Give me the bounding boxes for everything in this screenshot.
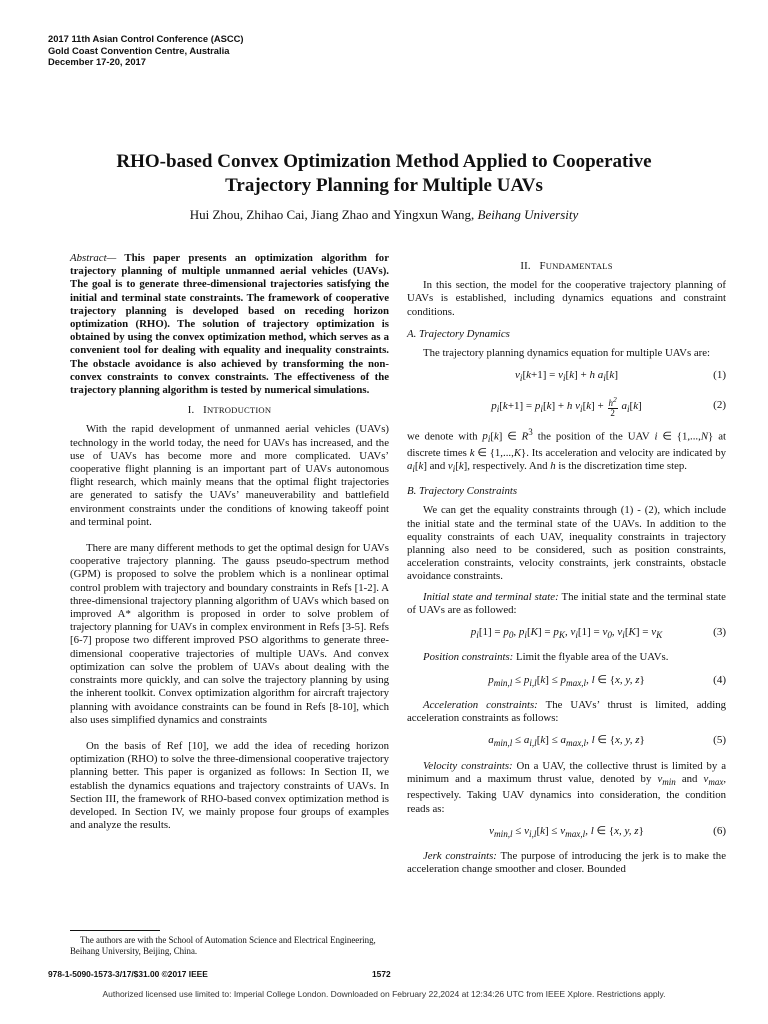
- equation-5: $a_{min,l} \le a_{i,l}[k] \le a_{max,l}$, l ∈ {x, y, z} (5): [488, 734, 726, 749]
- paper-authors: [40, 207, 728, 223]
- title-line-2: Trajectory Planning for Multiple UAVs: [225, 175, 543, 196]
- right-column: [407, 252, 726, 877]
- equation-3-number: (3): [713, 625, 726, 638]
- page-number: 1572: [372, 969, 391, 979]
- abstract-lead: Abstract—: [70, 252, 117, 264]
- equation-4-number: (4): [713, 673, 726, 686]
- position-paragraph: Position constraints: Limit the flyable area of the UAVs.: [423, 651, 669, 664]
- abstract-text: This paper presents an optimization algorithm for trajectory planning of multiple unmanned aerial vehicles (UAVs). The goal is to generate three-dimensional trajectories satisfying the initial and terminal state constraints. The framework of cooperative trajectory planning is developed based on receding horizon optimization (RHO). The solution of trajectory optimization is obtained by using the convex optimization method, which serves as a convenient tool for dealing with equality and inequality constraints. The obstacle avoidance is also achieved by transforming the non-convex constraints to convex constraints. The effectiveness of the trajectory planning algorithm is tested by numerical simulations.: [70, 252, 389, 397]
- conference-header: [48, 33, 244, 68]
- equation-5-number: (5): [713, 734, 726, 747]
- footer-copyright-id: 978-1-5090-1573-3/17/$31.00 ©2017 IEEE: [48, 969, 208, 979]
- conference-dates: December 17-20, 2017: [48, 56, 146, 68]
- intro-paragraph-3: On the basis of Ref [10], we add the idea of receding horizon optimization (RHO) to solve the three-dimensional cooperative trajectory planning better. This paper is organized as follows: In Section II, we establish the dynamics equations and trajectory constraints of UAVs. In Section III, the framework of RHO-based convex optimization method is developed. In Section IV, we mainly propose four groups of examples and analyze the results.: [70, 739, 389, 832]
- footnote-rule: [70, 930, 160, 931]
- title-line-1: RHO-based Convex Optimization Method Applied to Cooperative: [116, 151, 652, 172]
- equation-1-number: (1): [713, 369, 726, 382]
- section-heading-introduction: I. INTRODUCTION: [187, 404, 272, 417]
- author-names: Hui Zhou, Zhihao Cai, Jiang Zhao and Yingxun Wang,: [189, 207, 475, 222]
- equation-2-number: (2): [713, 398, 726, 411]
- velocity-paragraph: Velocity constraints: On a UAV, the collective thrust is limited by a minimum and a maximum thrust value, denoted by $v_{min}$ and $v_{max}$, respectively. Taking UAV dynamics into consideration, the condition reads as:: [407, 759, 727, 815]
- license-notice: Authorized licensed use limited to: Imperial College London. Downloaded on February 22,2024 at 12:34:26 UTC from IEEE Xplore. Restrictions apply.: [102, 989, 666, 999]
- intro-paragraph-2: There are many different methods to get the optimal design for UAVs cooperative trajectory planning. The gauss pseudo-spectrum method (GPM) is proposed to solve the problem which is a nonlinear optimal control problem with trajectory and boundary constraints in Refs [1-2]. A three-dimensional trajectory planning algorithm of UAVs which based on improved A* algorithm is proposed in order to solve problem of trajectory planning for UAVs in complex environment in Refs [3-5]. Refs [6-7] propose two different improved PSO algorithms to generate three-dimensional cooperative trajectories of multiple UAVs. And convex optimization can solve the problem of UAVs about dealing with the constraints more quickly, and can solve the trajectory planning by using the inherent toolkit. Convex optimization algorithm for aircraft trajectory planning with avoidance constraints can be found in Refs [8-10], which also uses simplified dynamics and constraints: [70, 542, 389, 726]
- constraints-intro: We can get the equality constraints through (1) - (2), which include the initial state and the terminal state of the UAVs. In addition to the equality constraints of each UAV, inequality constraints in trajectory planning also need to be considered, such as position constraints, acceleration constraints, velocity constraints, jerk constraints, obstacle avoidance constraints.: [407, 504, 726, 583]
- jerk-paragraph: Jerk constraints: The purpose of introducing the jerk is to make the acceleration change smoother and closer. Bounded: [407, 850, 726, 876]
- initial-terminal-paragraph: Initial state and terminal state: The initial state and the terminal state of UAVs are as followed:: [407, 590, 726, 616]
- abstract: [70, 252, 389, 397]
- notation-paragraph: we denote with $p_i[k]$ ∈ $R^3$ the position of the UAV i ∈ {1,...,N} at discrete times k ∈ {1,...,K}. Its acceleration and velocity are indicated by $a_i[k]$ and $v_i[k]$, respectively. And h is the discretization time step.: [407, 426, 726, 474]
- equation-4: $p_{min,l} \le p_{i,l}[k] \le p_{max,l}$, l ∈ {x, y, z} (4): [488, 673, 726, 688]
- equation-6-number: (6): [713, 824, 726, 837]
- section-heading-fundamentals: II. FUNDAMENTALS: [520, 260, 613, 272]
- equation-1: $v_i[k+1] = v_i[k] + h$ $a_i[k]$ (1): [515, 369, 726, 384]
- acceleration-paragraph: Acceleration constraints: The UAVs’ thrust is limited, adding acceleration constraints as follows:: [407, 698, 726, 725]
- fundamentals-intro: In this section, the model for the cooperative trajectory planning of UAVs is established, including dynamics equations and constraint conditions.: [407, 279, 726, 318]
- left-column: [70, 252, 389, 832]
- equation-6: $v_{min,l} \le v_{i,l}[k] \le v_{max,l}$, l ∈ {x, y, z} (6): [489, 824, 726, 839]
- author-affiliation: Beihang University: [477, 207, 579, 222]
- equation-2: $p_i[k+1] = p_i[k] + h$ $v_i[k]$ + $\frac{h^2}{2}$ $a_i[k]$ (2): [491, 394, 726, 418]
- paper-title: [40, 150, 728, 198]
- equation-3: $p_i[1] = p_0$, $p_i[K] = p_K$, $v_i[1] = v_0$, $v_i[K] = v_K$ (3): [470, 625, 726, 641]
- intro-paragraph-1: With the rapid development of unmanned aerial vehicles (UAVs) technology in the world today, the need for UAVs has increased, and the use of UAVs has become more and more complicated. UAVs’ cooperative flight planning is an important part of UAVs autonomous flight research, which mainly means that the optimal flight trajectories are generated to satisfy the UAVs’ maneuverability and battlefield environment constraints under the conditions of knowing takeoff point and terminal point.: [70, 423, 389, 528]
- footnote: The authors are with the School of Automation Science and Electrical Engineering, Beihang University, Beijing, China.: [70, 935, 376, 956]
- conference-venue: Gold Coast Convention Centre, Australia: [48, 44, 230, 56]
- conference-name: 2017 11th Asian Control Conference (ASCC): [48, 33, 244, 44]
- subsection-heading-constraints: B. Trajectory Constraints: [407, 485, 518, 498]
- dynamics-intro: The trajectory planning dynamics equation for multiple UAVs are:: [423, 347, 711, 360]
- subsection-heading-dynamics: A. Trajectory Dynamics: [407, 327, 510, 340]
